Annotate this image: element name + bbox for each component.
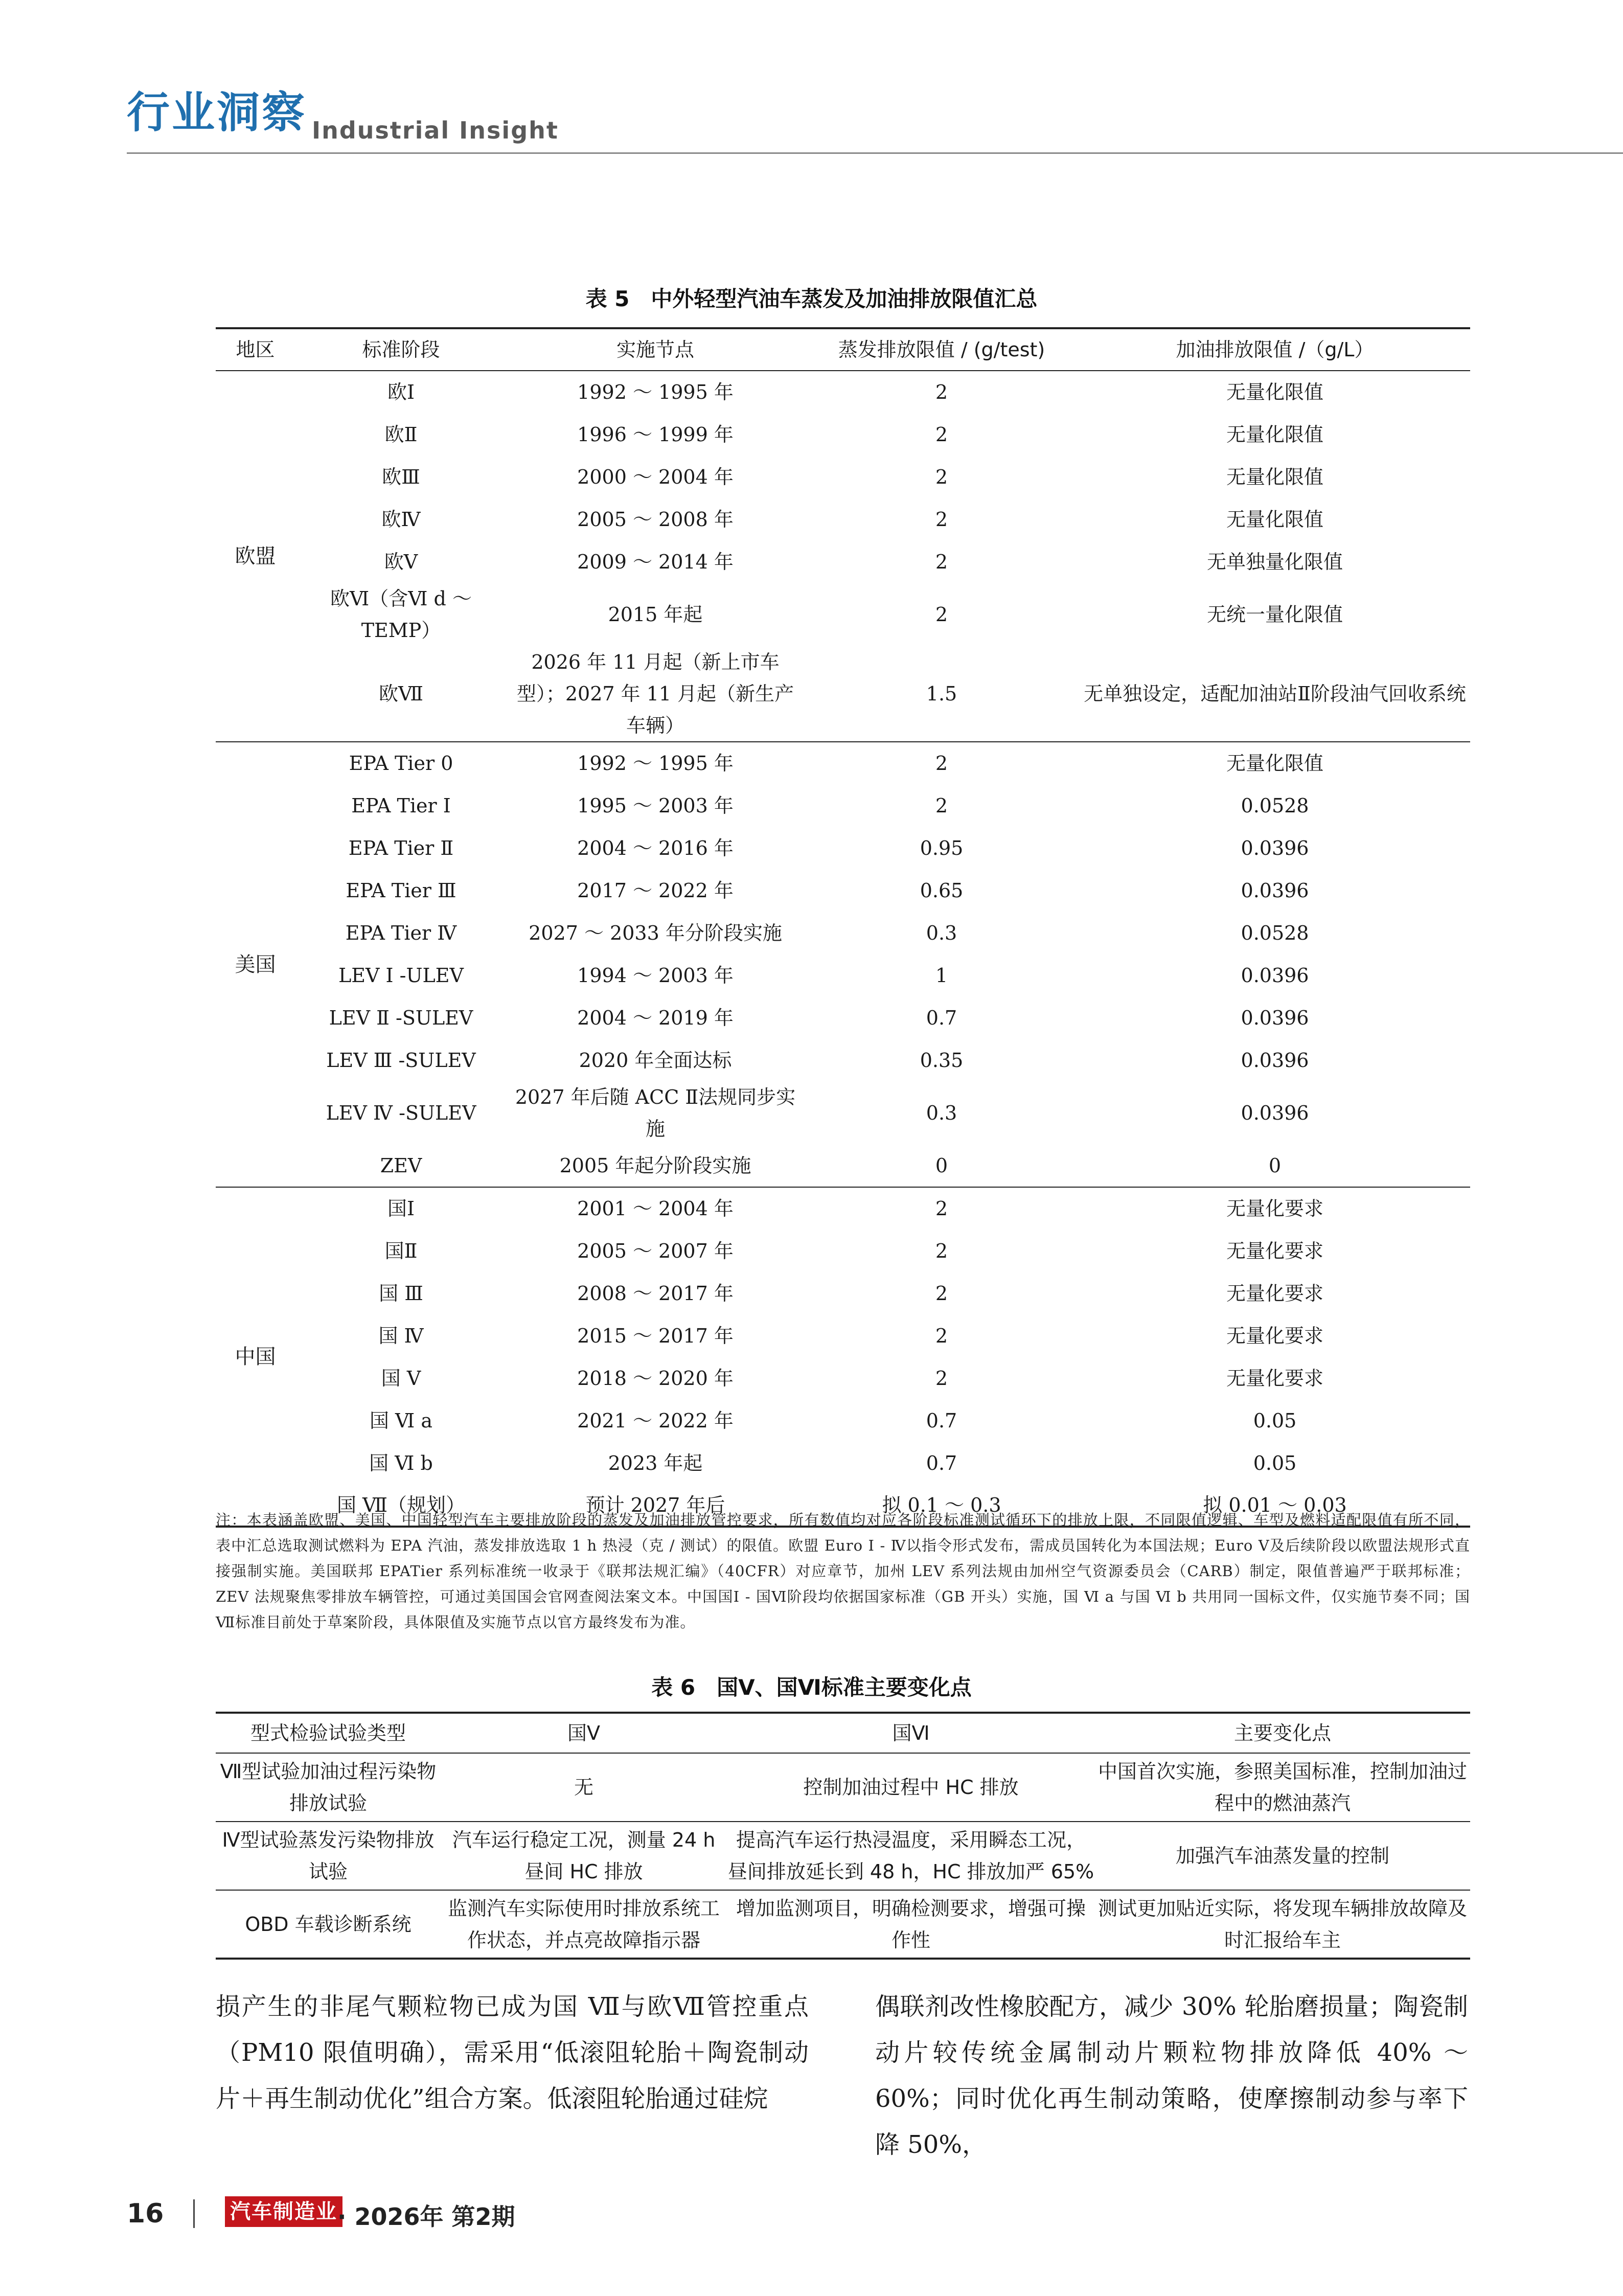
table-cell: 国Ⅱ	[384, 1239, 418, 1262]
table-row	[216, 742, 1470, 784]
table5-note: 注：本表涵盖欧盟、美国、中国轻型汽车主要排放阶段的蒸发及加油排放管控要求，所有数值均对应各阶段标准测试循环下的排放上限，不同限值逻辑、车型及燃料适配限值有所不同，表中汇总选取测试燃料为 EPA 汽油，蒸发排放选取 1 h 热浸（克 / 测试）的限值。欧盟 Euro Ⅰ - Ⅳ以指令形式发布，需成员国转化为本国法规；Euro Ⅴ及后续阶段以欧盟法规形式直接强制实施。美国联邦 EPATier 系列标准统一收录于《联邦法规汇编》（40CFR）对应章节，加州 LEV 系列法规由加州空气资源委员会（CARB）制定，限值普遍严于联邦标准；ZEV 法规聚焦零排放车辆管控，可通过美国国会官网查阅法案文本。中国国Ⅰ - 国Ⅵ阶段均依据国家标准（GB 开头）实施，国 Ⅵ a 与国 Ⅵ b 共用同一国标文件，仅实施节奏不同；国Ⅶ标准目前处于草案阶段，具体限值及实施节点以官方最终发布为准。	[216, 1511, 1470, 1631]
table-cell: 0.35	[920, 1049, 964, 1072]
table-cell: 中国首次实施，参照美国标准，控制加油过程中的燃油蒸汽	[1098, 1760, 1467, 1814]
table-cell: ZEV	[295, 1145, 507, 1187]
table-cell: 0.0396	[1241, 1006, 1309, 1029]
table-cell: 1	[935, 964, 948, 987]
table-cell: 无统一量化限值	[1206, 603, 1343, 626]
table-cell: 国 Ⅴ	[381, 1367, 421, 1390]
table-cell: 无量化要求	[1226, 1367, 1323, 1390]
table-cell: 2015 年起	[608, 603, 703, 626]
table-cell: EPA Tier Ⅳ	[345, 921, 457, 944]
table-cell: LEV Ⅳ -SULEV	[326, 1102, 476, 1124]
table-cell: 2	[935, 1282, 948, 1305]
body-text-right-column: 偶联剂改性橡胶配方，减少 30% 轮胎磨损量；陶瓷制动片较传统金属制动片颗粒物排放降低 40% ～ 60%；同时优化再生制动策略，使摩擦制动参与率下降 50%，	[875, 1992, 1468, 2159]
table-row	[216, 1314, 1470, 1357]
table-cell: 国 Ⅵ b	[369, 1451, 433, 1474]
table-cell: 0.0396	[1241, 879, 1309, 902]
issue-label: · 2026年 第2期	[337, 2203, 515, 2231]
table-cell: 提高汽车运行热浸温度，采用瞬态工况，昼间排放延长到 48 h，HC 排放加严 65%	[727, 1822, 1095, 1890]
table6-caption: 表 6 国Ⅴ、国Ⅵ标准主要变化点	[651, 1675, 972, 1700]
table-cell: 0.05	[1253, 1451, 1297, 1474]
table-cell: 2005 年起分阶段实施	[507, 1145, 804, 1187]
table-cell: 无量化限值	[1226, 423, 1323, 446]
table-cell: 2	[935, 1367, 948, 1390]
table-row	[216, 784, 1470, 827]
table-cell: EPA Tier 0	[349, 752, 453, 775]
table-cell: EPA Tier Ⅰ	[351, 794, 451, 817]
table-cell: 2004 ～ 2019 年	[577, 1006, 734, 1029]
table-cell: 无量化限值	[1226, 465, 1323, 488]
table-cell: LEV Ⅱ -SULEV	[329, 1006, 473, 1029]
body-text-left-column: 损产生的非尾气颗粒物已成为国 Ⅶ与欧Ⅶ管控重点（PM10 限值明确），需采用“低滚阻轮胎＋陶瓷制动片＋再生制动优化”组合方案。低滚阻轮胎通过硅烷	[216, 1992, 809, 2113]
table-cell: 无单独量化限值	[1206, 550, 1343, 573]
section-title: 行业洞察	[127, 87, 307, 138]
table-row	[216, 1399, 1470, 1442]
region-cell: 欧盟	[216, 371, 295, 742]
table-cell: 国 Ⅶ（规划）	[295, 1484, 507, 1527]
table-row	[216, 583, 1470, 646]
table-cell: 0.0528	[1241, 921, 1309, 944]
table-cell: 2008 ～ 2017 年	[577, 1282, 734, 1305]
table6-header-row	[216, 1713, 1470, 1753]
table6-body	[216, 1753, 1470, 1959]
table-row	[216, 954, 1470, 996]
table-row	[216, 1187, 1470, 1230]
table-row	[216, 1890, 1470, 1959]
table-row	[216, 996, 1470, 1039]
page-header	[0, 0, 1623, 164]
table-cell: 2005 ～ 2008 年	[577, 508, 734, 531]
table-row	[216, 1822, 1470, 1890]
table5-header-row	[216, 328, 1470, 371]
table5-header-cell: 实施节点	[507, 328, 804, 371]
table-row	[216, 456, 1470, 498]
table-cell: 2027 ～ 2033 年分阶段实施	[529, 921, 782, 944]
table-cell: 0.3	[926, 1102, 957, 1124]
table-cell: 0.0396	[1241, 1049, 1309, 1072]
table-cell: 预计 2027 年后	[507, 1484, 804, 1527]
table-row	[216, 498, 1470, 540]
table-cell: 国 Ⅵ a	[369, 1409, 433, 1432]
table-cell: 无单独设定，适配加油站Ⅱ阶段油气回收系统	[1080, 646, 1470, 742]
table-cell: 欧Ⅱ	[384, 423, 418, 446]
table-cell: EPA Tier Ⅱ	[348, 836, 454, 859]
table-cell: 0.7	[926, 1451, 957, 1474]
table-cell: 2015 ～ 2017 年	[577, 1324, 734, 1347]
table6-header-cell: 国Ⅵ	[727, 1713, 1095, 1753]
table6-header-cell: 主要变化点	[1095, 1713, 1470, 1753]
table-cell: 0	[804, 1145, 1080, 1187]
table-cell: 2	[935, 603, 948, 626]
section-subtitle: Industrial Insight	[312, 117, 559, 144]
table-cell: 2005 ～ 2007 年	[577, 1239, 734, 1262]
table-cell: 1992 ～ 1995 年	[577, 381, 734, 403]
table-cell: 欧Ⅳ	[381, 508, 421, 531]
table-row	[216, 1145, 1470, 1187]
table-cell: Ⅳ型试验蒸发污染物排放试验	[216, 1822, 441, 1890]
table-row	[216, 1442, 1470, 1484]
table-cell: EPA Tier Ⅲ	[346, 879, 456, 902]
region-cell: 中国	[216, 1187, 295, 1527]
table-row	[216, 646, 1470, 742]
table-cell: 2021 ～ 2022 年	[577, 1409, 734, 1432]
table-cell: 2027 年后随 ACC Ⅱ法规同步实施	[515, 1086, 796, 1140]
table-row	[216, 371, 1470, 413]
table-cell: 无量化限值	[1226, 508, 1323, 531]
region-cell: 美国	[216, 742, 295, 1187]
table-cell: 2004 ～ 2016 年	[577, 836, 734, 859]
table-cell: 2001 ～ 2004 年	[577, 1197, 734, 1220]
table-cell: Ⅶ型试验加油过程污染物排放试验	[220, 1760, 437, 1814]
table5-caption: 表 5 中外轻型汽油车蒸发及加油排放限值汇总	[585, 286, 1038, 311]
table-cell: 2	[935, 1239, 948, 1262]
table-cell: 加强汽车油蒸发量的控制	[1095, 1822, 1470, 1890]
page-number: 16	[127, 2198, 164, 2229]
table-cell: 1995 ～ 2003 年	[577, 794, 734, 817]
table-cell: 欧Ⅲ	[382, 465, 420, 488]
table-cell: 0	[1080, 1145, 1470, 1187]
table-cell: 2	[935, 752, 948, 775]
table-cell: LEV Ⅰ -ULEV	[338, 964, 464, 987]
table5-header-cell: 地区	[216, 328, 295, 371]
table-row	[216, 1230, 1470, 1272]
table-cell: LEV Ⅲ -SULEV	[326, 1049, 476, 1072]
table5-emission-limits	[216, 327, 1470, 1528]
table-cell: 监测汽车实际使用时排放系统工作状态，并点亮故障指示器	[441, 1890, 727, 1959]
table5-header-cell: 蒸发排放限值 / (g/test)	[804, 328, 1080, 371]
table-cell: 欧Ⅵ（含Ⅵ d ～ TEMP）	[330, 587, 472, 642]
table-cell: 欧Ⅶ	[295, 646, 507, 742]
table-cell: 2026 年 11 月起（新上市车型）；2027 年 11 月起（新生产车辆）	[507, 646, 804, 742]
table-cell: 0.0528	[1241, 794, 1309, 817]
table-cell: 2000 ～ 2004 年	[577, 465, 734, 488]
table-cell: 无量化要求	[1226, 1324, 1323, 1347]
table-row	[216, 869, 1470, 912]
table6-header-cell: 型式检验试验类型	[216, 1713, 441, 1753]
table-cell: OBD 车载诊断系统	[216, 1890, 441, 1959]
table5-header-cell: 标准阶段	[295, 328, 507, 371]
table-cell: 无量化限值	[1226, 752, 1323, 775]
table6-header-cell: 国Ⅴ	[441, 1713, 727, 1753]
table-cell: 0.95	[920, 836, 964, 859]
table-cell: 1996 ～ 1999 年	[577, 423, 734, 446]
table-cell: 2	[935, 508, 948, 531]
table-cell: 国 Ⅲ	[379, 1282, 423, 1305]
table-row	[216, 827, 1470, 869]
table5-header-cell: 加油排放限值 /（g/L）	[1080, 328, 1470, 371]
table-row	[216, 540, 1470, 583]
table-cell: 2	[935, 423, 948, 446]
table-cell: 2018 ～ 2020 年	[577, 1367, 734, 1390]
footer-divider	[193, 2199, 195, 2228]
table-cell: 无量化限值	[1226, 381, 1323, 403]
table-cell: 无量化要求	[1226, 1197, 1323, 1220]
table-row	[216, 1357, 1470, 1399]
table-cell: 0.05	[1253, 1409, 1297, 1432]
table-cell: 0.7	[926, 1006, 957, 1029]
header-divider	[127, 152, 1623, 154]
table-cell: 2	[935, 550, 948, 573]
table-cell: 国 Ⅳ	[378, 1324, 424, 1347]
table-cell: 无量化要求	[1226, 1282, 1323, 1305]
table-cell: 0.0396	[1241, 1102, 1309, 1124]
table-cell: 2	[935, 381, 948, 403]
table-cell: 增加监测项目，明确检测要求，增强可操作性	[727, 1890, 1095, 1959]
table-row	[216, 1039, 1470, 1081]
table-cell: 2020 年全面达标	[579, 1049, 732, 1072]
table-row	[216, 1081, 1470, 1145]
table-cell: 0.0396	[1241, 964, 1309, 987]
table-cell: 2009 ～ 2014 年	[577, 550, 734, 573]
table-cell: 2017 ～ 2022 年	[577, 879, 734, 902]
table-cell: 国Ⅰ	[387, 1197, 415, 1220]
table-cell: 2	[935, 1324, 948, 1347]
table-cell: 汽车运行稳定工况，测量 24 h 昼间 HC 排放	[441, 1822, 727, 1890]
table-row	[216, 912, 1470, 954]
table6-standard-changes	[216, 1712, 1470, 1960]
table-cell: 2	[935, 794, 948, 817]
table-cell: 控制加油过程中 HC 排放	[803, 1776, 1019, 1799]
table-row	[216, 413, 1470, 456]
table-row	[216, 1753, 1470, 1822]
table-cell: 欧Ⅴ	[384, 550, 418, 573]
table-cell: 测试更加贴近实际，将发现车辆排放故障及时汇报给车主	[1095, 1890, 1470, 1959]
table-cell: 1.5	[804, 646, 1080, 742]
table-cell: 0.7	[926, 1409, 957, 1432]
table-cell: 2023 年起	[608, 1451, 703, 1474]
table-cell: 无	[574, 1776, 593, 1799]
table5-body	[216, 371, 1470, 1527]
table-cell: 1994 ～ 2003 年	[577, 964, 734, 987]
table-cell: 0.3	[926, 921, 957, 944]
table-cell: 0.65	[920, 879, 964, 902]
table-cell: 无量化要求	[1226, 1239, 1323, 1262]
table-cell: 2	[935, 465, 948, 488]
table-cell: 欧Ⅰ	[387, 381, 415, 403]
magazine-logo: 汽车制造业	[225, 2196, 342, 2227]
table-cell: 拟 0.01 ～ 0.03	[1080, 1484, 1470, 1527]
table-cell: 拟 0.1 ～ 0.3	[804, 1484, 1080, 1527]
table-row	[216, 1272, 1470, 1314]
table-cell: 1992 ～ 1995 年	[577, 752, 734, 775]
table-cell: 2	[935, 1197, 948, 1220]
table-cell: 0.0396	[1241, 836, 1309, 859]
